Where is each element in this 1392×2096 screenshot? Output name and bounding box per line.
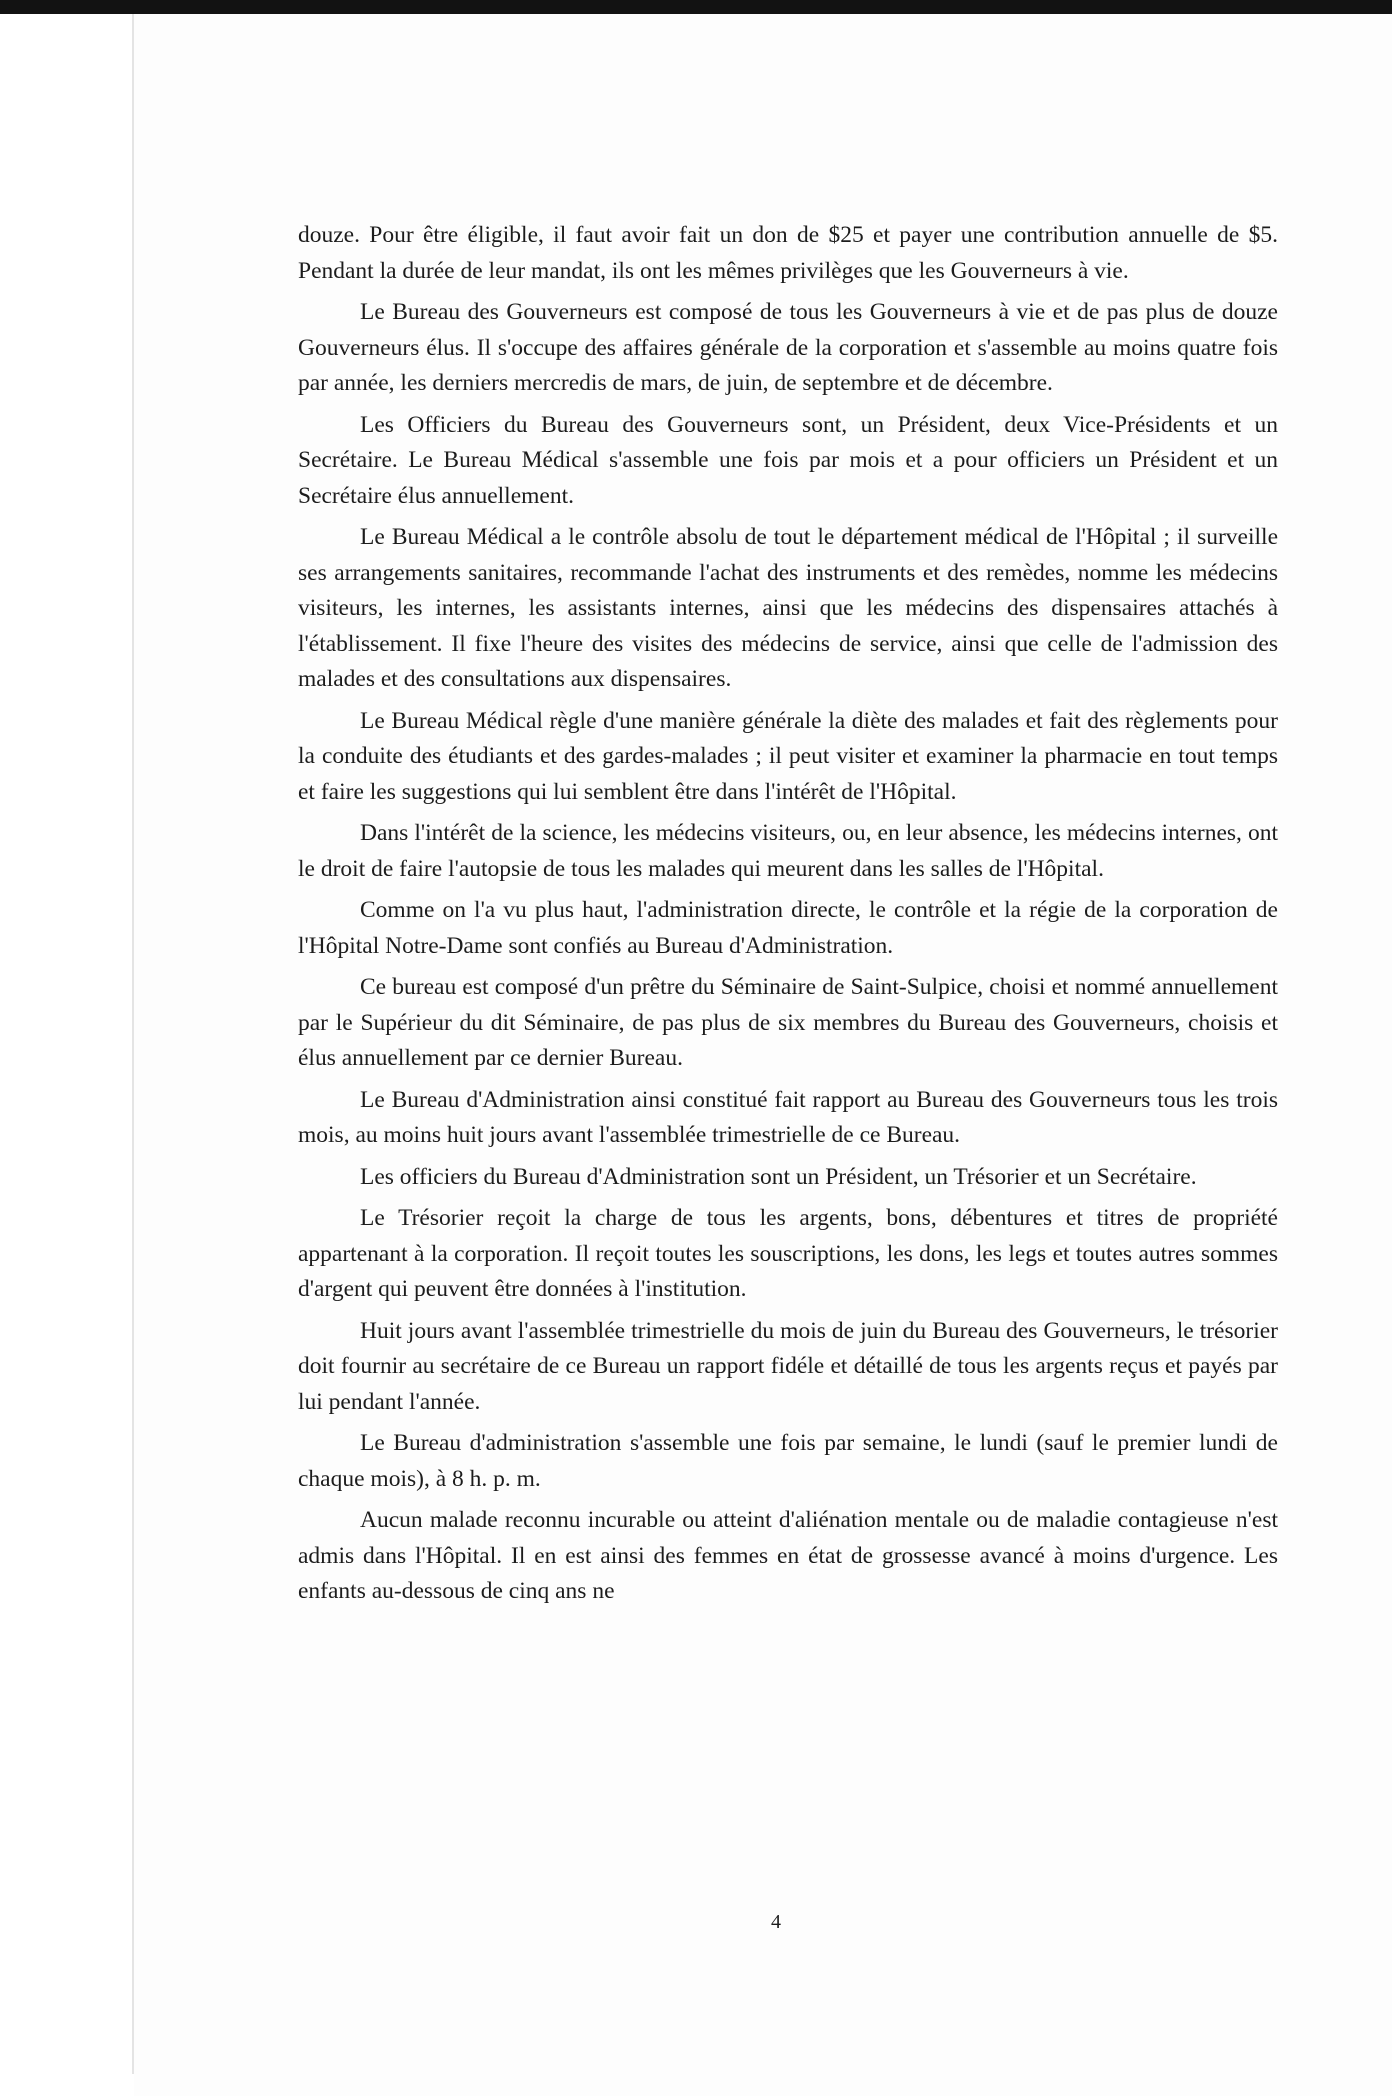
- paragraph-11: Le Trésorier reçoit la charge de tous les argents, bons, débentures et titres de propriété appartenant à la corporation. Il reçoit toutes les souscriptions, les dons, les legs et toutes autres sommes d'argent qui peuvent être données à l'institution.: [298, 1205, 1278, 1302]
- scan-top-edge: [0, 0, 1392, 14]
- paragraph-7: Comme on l'a vu plus haut, l'administration directe, le contrôle et la régie de la corporation de l'Hôpital Notre-Dame sont confiés au Bureau d'Administration.: [298, 897, 1278, 959]
- page-number: 4: [771, 1911, 781, 1933]
- paragraph-14: Aucun malade reconnu incurable ou atteint d'aliénation mentale ou de maladie contagieuse n'est admis dans l'Hôpital. Il en est ainsi des femmes en état de grossesse avancé à moins d'urgence. Les enfants au-dessous de cinq ans ne: [298, 1507, 1278, 1604]
- paragraph-6: Dans l'intérêt de la science, les médecins visiteurs, ou, en leur absence, les médecins internes, ont le droit de faire l'autopsie de tous les malades qui meurent dans les salles de l'Hôpital.: [298, 820, 1278, 882]
- paragraph-10: Les officiers du Bureau d'Administration sont un Président, un Trésorier et un Secrétaire.: [360, 1163, 1197, 1190]
- paragraph-9: Le Bureau d'Administration ainsi constitué fait rapport au Bureau des Gouverneurs tous les trois mois, au moins huit jours avant l'assemblée trimestrielle de ce Bureau.: [298, 1086, 1278, 1148]
- paragraph-12: Huit jours avant l'assemblée trimestrielle du mois de juin du Bureau des Gouverneurs, le trésorier doit fournir au secrétaire de ce Bureau un rapport fidéle et détaillé de tous les argents reçus et payés par lui pendant l'année.: [298, 1317, 1278, 1415]
- paragraph-1: douze. Pour être éligible, il faut avoir fait un don de $25 et payer une contribution annuelle de $5. Pendant la durée de leur mandat, ils ont les mêmes privilèges que les Gouverneurs à vie.: [298, 222, 1278, 284]
- paragraph-2: Le Bureau des Gouverneurs est composé de tous les Gouverneurs à vie et de pas plus de douze Gouverneurs élus. Il s'occupe des affaires générale de la corporation et s'assemble au moins quatre fois par année, les derniers mercredis de mars, de juin, de septembre et de décembre.: [298, 299, 1278, 396]
- paragraph-13: Le Bureau d'administration s'assemble une fois par semaine, le lundi (sauf le premier lundi de chaque mois), à 8 h. p. m.: [298, 1430, 1278, 1492]
- paragraph-5: Le Bureau Médical règle d'une manière générale la diète des malades et fait des règlements pour la conduite des étudiants et des gardes-malades ; il peut visiter et examiner la pharmacie en tout temps et faire les suggestions qui lui semblent être dans l'intérêt de l'Hôpital.: [298, 707, 1278, 805]
- paragraph-3: Les Officiers du Bureau des Gouverneurs sont, un Président, deux Vice-Présidents et un Secrétaire. Le Bureau Médical s'assemble une fois par mois et a pour officiers un Président et un Secrétaire élus annuellement.: [298, 411, 1278, 509]
- page-body-text: [298, 218, 1278, 1616]
- paragraph-4: Le Bureau Médical a le contrôle absolu de tout le département médical de l'Hôpital ; il surveille ses arrangements sanitaires, recommande l'achat des instruments et des remèdes, nomme les médecins visiteurs, les internes, les assistants internes, ainsi que les médecins des dispensaires attachés à l'établissement. Il fixe l'heure des visites des médecins de service, ainsi que celle de l'admission des malades et des consultations aux dispensaires.: [298, 524, 1278, 692]
- paragraph-8: Ce bureau est composé d'un prêtre du Séminaire de Saint-Sulpice, choisi et nommé annuellement par le Supérieur du dit Séminaire, de pas plus de six membres du Bureau des Gouverneurs, choisis et élus annuellement par ce dernier Bureau.: [298, 974, 1278, 1071]
